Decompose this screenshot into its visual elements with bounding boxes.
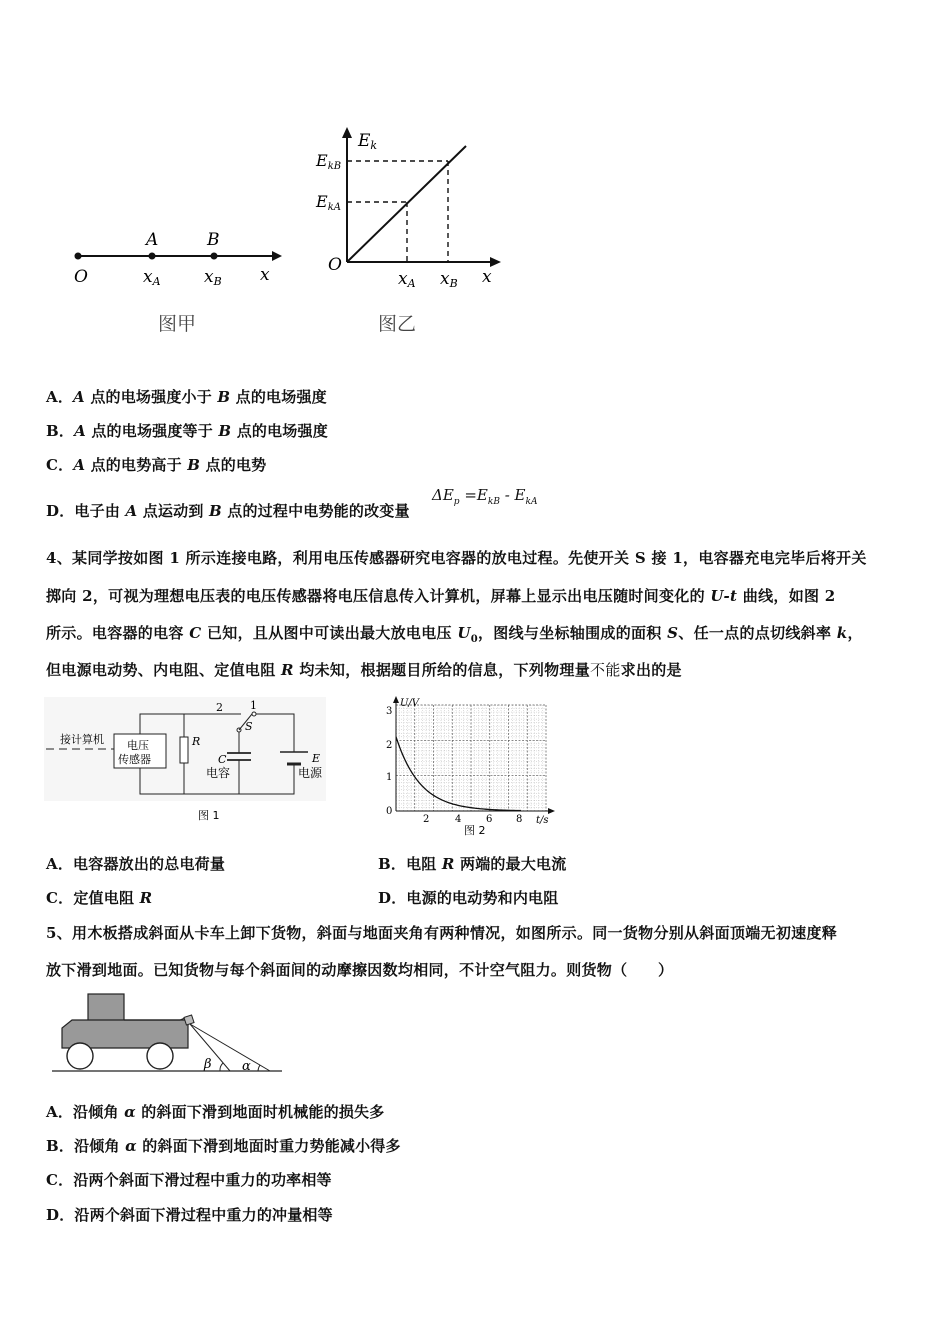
x-tick-2: 2 <box>423 814 430 825</box>
q3-option-d[interactable]: D．电子由 A 点运动到 B 点的过程中电势能的改变量 <box>46 502 410 520</box>
y-tick-0: 0 <box>386 806 393 817</box>
x-tick-6: 6 <box>486 814 493 825</box>
label-n1: 1 <box>250 699 257 712</box>
q4-option-a[interactable]: A．电容器放出的总电荷量 <box>46 855 226 873</box>
q4-option-d[interactable]: D．电源的电动势和内电阻 <box>378 889 559 907</box>
arc-alpha <box>258 1065 260 1071</box>
x-axis-arrow <box>548 808 555 814</box>
label-x-axis: t/s <box>536 815 549 826</box>
caption-fig1: 图 1 <box>198 809 220 822</box>
label-n2: 2 <box>216 701 223 714</box>
label-ek: Ek <box>358 131 378 152</box>
label-x-axis: x <box>260 265 270 285</box>
cargo-box <box>184 1015 194 1025</box>
label-ekb: EkB <box>316 151 342 172</box>
grid <box>396 705 546 811</box>
label-r: R <box>192 735 201 748</box>
switch-contact-1 <box>252 712 256 716</box>
label-x-axis: x <box>482 267 492 287</box>
y-axis-arrow <box>393 696 399 703</box>
q3-option-c[interactable]: C．A 点的电势高于 B 点的电势 <box>46 456 267 474</box>
q4-line-1: 4、某同学按如图 1 所示连接电路，利用电压传感器研究电容器的放电过程。先使开关 S 接 1，电容器充电完毕后将开关 <box>46 549 867 567</box>
q5-line-2: 放下滑到地面。已知货物与每个斜面间的动摩擦因数均相同，不计空气阻力。则货物（ ） <box>46 961 674 979</box>
origin-dot <box>75 253 82 260</box>
caption-fig2: 图 2 <box>464 824 486 837</box>
y-tick-3: 3 <box>386 706 393 717</box>
label-a: A <box>146 230 159 250</box>
ramp-alpha <box>190 1024 270 1071</box>
label-sensor-line1: 电压 <box>127 739 149 752</box>
figure-truck-ramps <box>52 990 288 1080</box>
q4-option-b[interactable]: B．电阻 R 两端的最大电流 <box>378 855 567 873</box>
figure-yi <box>312 124 512 344</box>
label-eka: EkA <box>316 192 341 213</box>
label-capacitor: 电容 <box>206 766 231 780</box>
label-xb: xB <box>440 269 458 290</box>
wheel-front <box>67 1043 93 1069</box>
label-y-axis: U/V <box>400 698 420 709</box>
figure-jia <box>60 222 290 342</box>
label-b: B <box>207 230 220 250</box>
label-sensor-line2: 传感器 <box>118 753 151 766</box>
wheel-rear <box>147 1043 173 1069</box>
caption-yi: 图乙 <box>378 313 417 335</box>
y-tick-1: 1 <box>386 772 393 783</box>
x-axis-arrow <box>490 257 501 267</box>
point-b-dot <box>211 253 218 260</box>
label-xb: xB <box>204 267 222 288</box>
label-source: 电源 <box>298 766 323 780</box>
resistor-r <box>180 737 188 763</box>
y-axis-arrow <box>342 127 352 138</box>
truck-bed <box>124 1016 190 1020</box>
q3-option-a[interactable]: A．A 点的电场强度小于 B 点的电场强度 <box>46 388 327 406</box>
figure-1-circuit <box>44 697 326 827</box>
q4-line-3: 所示。电容器的电容 C 已知，且从图中可读出最大放电电压 $U_0$，图线与坐标轴围成的面积 S、任一点的点切线斜率 k， <box>46 624 863 645</box>
q5-option-d[interactable]: D．沿两个斜面下滑过程中重力的冲量相等 <box>46 1206 333 1224</box>
label-s: S <box>245 720 253 733</box>
label-e: E <box>312 752 321 765</box>
q4-option-c[interactable]: C．定值电阻 R <box>46 889 153 907</box>
label-c: C <box>218 753 227 766</box>
q5-option-a[interactable]: A．沿倾角 α 的斜面下滑到地面时机械能的损失多 <box>46 1103 385 1121</box>
y-tick-2: 2 <box>386 740 393 751</box>
label-xa: xA <box>143 267 161 288</box>
label-origin: O <box>74 267 88 287</box>
label-xa: xA <box>398 269 416 290</box>
figure-2-ut-graph <box>380 695 560 843</box>
x-tick-4: 4 <box>455 814 462 825</box>
label-alpha: α <box>242 1059 251 1074</box>
x-tick-8: 8 <box>516 814 523 825</box>
label-origin: O <box>328 255 342 275</box>
label-to-computer: 接计算机 <box>60 733 104 746</box>
q3-formula: $\Delta E_p =E_{kB} - E_{kA}$ <box>432 486 538 507</box>
point-a-dot <box>149 253 156 260</box>
label-beta: β <box>204 1057 212 1072</box>
q5-option-b[interactable]: B．沿倾角 α 的斜面下滑到地面时重力势能减小得多 <box>46 1137 401 1155</box>
x-axis-arrow <box>272 251 282 261</box>
q4-line-4: 但电源电动势、内电阻、定值电阻 R 均未知，根据题目所给的信息，下列物理量不能求出的是 <box>46 661 682 679</box>
q4-line-2: 掷向 2，可视为理想电压表的电压传感器将电压信息传入计算机，屏幕上显示出电压随时间变化的 U-t 曲线，如图 2 <box>46 587 836 605</box>
q5-option-c[interactable]: C．沿两个斜面下滑过程中重力的功率相等 <box>46 1171 332 1189</box>
caption-jia: 图甲 <box>158 313 197 335</box>
arc-beta <box>220 1063 223 1071</box>
q5-line-1: 5、用木板搭成斜面从卡车上卸下货物，斜面与地面夹角有两种情况，如图所示。同一货物分别从斜面顶端无初速度释 <box>46 924 838 942</box>
q3-option-b[interactable]: B．A 点的电场强度等于 B 点的电场强度 <box>46 422 328 440</box>
